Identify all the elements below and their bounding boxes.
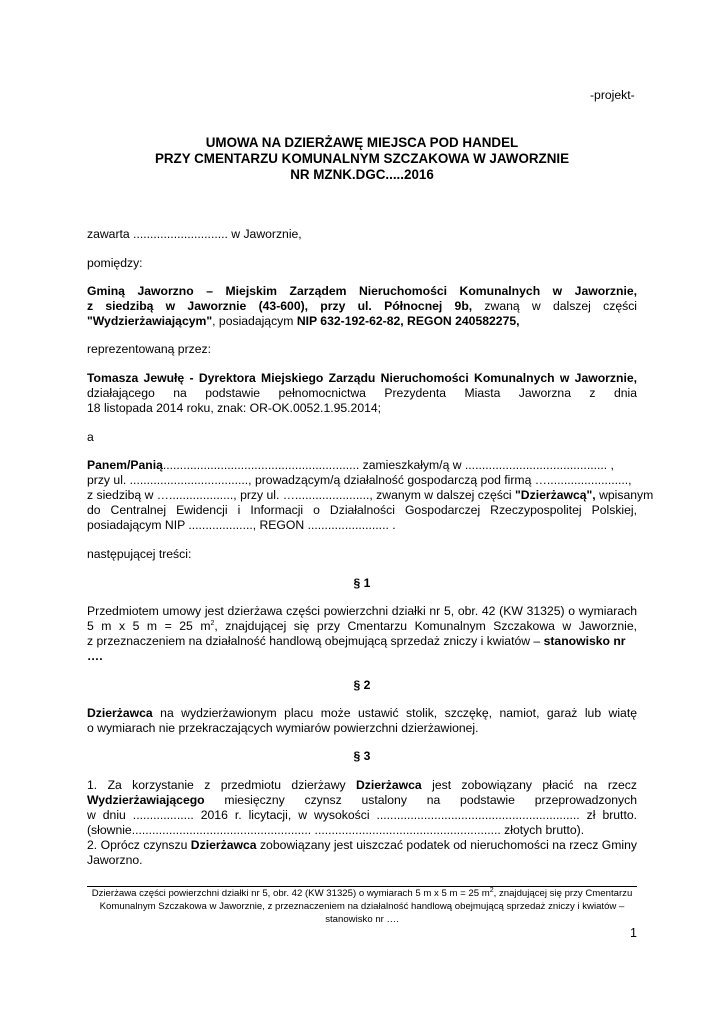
title-line-1: UMOWA NA DZIERŻAWĘ MIEJSCA POD HANDEL xyxy=(205,135,519,150)
lessee-alias: "Dzierżawcą", xyxy=(515,488,596,502)
lessee-seat: z siedzibą w …..................., przy ul. …......................, zwanym w dalszej części xyxy=(87,488,516,502)
representative-ref: 18 listopada 2014 roku, znak: OR-OK.0052.1.95.2014; xyxy=(87,401,382,415)
lessee-nip-regon: posiadającym NIP ..................., REGON ........................ . xyxy=(87,518,396,532)
section-3-line-4: (słownie..................................................... ....................................................... złotych brutto). xyxy=(87,823,585,837)
footer-line-2: Komunalnym Szczakowa w Jaworznie, z przeznaczeniem na działalność handlową obejmującą sprzedaż zniczy i kwiatów – xyxy=(99,901,625,912)
represented-label: reprezentowaną przez: xyxy=(87,342,211,356)
lessor-name: Gminą Jaworzno – Miejskim Zarządem Nieruchomości Komunalnych w Jaworznie, xyxy=(87,284,637,298)
section-1-area-sup: 2 xyxy=(210,619,215,627)
footer-divider xyxy=(87,886,637,887)
section-3-besides: 2. Oprócz czynszu xyxy=(87,838,191,852)
section-1-symbol: § 1 xyxy=(353,576,371,590)
section-3-tax: zobowiązany jest uiszczać podatek od nieruchomości na rzecz Gminy xyxy=(256,838,637,852)
lessor-address: z siedzibą w Jaworznie (43-600), przy ul. Północnej 9b, xyxy=(87,299,473,313)
title-line-3: NR MZNK.DGC.....2016 xyxy=(290,167,434,182)
section-2-symbol: § 2 xyxy=(353,678,371,692)
lessor-alias: "Wydzierżawiającym" xyxy=(87,314,213,328)
footer-sup: 2 xyxy=(489,886,494,894)
section-1-purpose: z przeznaczeniem na działalność handlową obejmującą sprzedaż zniczy i kwiatów – xyxy=(87,634,544,648)
section-2-lessee: Dzierżawca xyxy=(87,706,153,720)
section-3-symbol: § 3 xyxy=(353,749,371,763)
title-line-2: PRZY CMENTARZU KOMUNALNYM SZCZAKOWA W JAWORZNIE xyxy=(154,151,570,166)
representative-name: Tomasza Jewułę - Dyrektora Miejskiego Zarządu Nieruchomości Komunalnych w Jaworznie, xyxy=(87,371,637,385)
section-3-line-3: w dniu .................. 2016 r. licytacji, w wysokości ............................................................ zł brutto. xyxy=(87,808,637,822)
section-3-obliged: jest zobowiązany płacić na rzecz xyxy=(421,778,637,792)
concluded-place: zawarta ............................ w Jaworznie, xyxy=(87,227,302,241)
footer-text-1: Dzierżawa części powierzchni działki nr 5, obr. 42 (KW 31325) o wymiarach 5 m x 5 m = 25 m xyxy=(91,888,490,899)
and-label: a xyxy=(87,430,94,444)
section-3-lessee-2: Dzierżawca xyxy=(190,838,257,852)
lessor-having: , posiadającym xyxy=(212,314,297,328)
section-3-line-6: Jaworzno. xyxy=(87,853,143,867)
between-label: pomiędzy: xyxy=(87,256,143,270)
following-label: następującej treści: xyxy=(87,547,192,561)
lessor-nip-regon: NIP 632-192-62-82, REGON 240582275, xyxy=(296,314,520,328)
section-2-line-1 xyxy=(87,706,637,721)
lessor-called: zwaną w dalszej części xyxy=(472,299,637,313)
draft-mark: -projekt- xyxy=(590,88,635,102)
section-1-location: , znajdującej się przy Cmentarzu Komunalnym Szczakowa w Jaworznie, xyxy=(214,619,638,633)
section-3-rent: miesięczny czynsz ustalony na podstawie przeprowadzonych xyxy=(204,793,637,807)
section-3-intro: 1. Za korzystanie z przedmiotu dzierżawy xyxy=(87,778,356,792)
footer-line-3: stanowisko nr …. xyxy=(325,914,399,925)
section-1-stand-number: …. xyxy=(87,649,103,663)
section-3-lessor: Wydzierżawiającego xyxy=(87,793,205,807)
section-2-rights: na wydzierżawionym placu może ustawić stolik, szczękę, namiot, garaż lub wiatę xyxy=(152,706,637,720)
page-number: 1 xyxy=(630,926,637,940)
section-1-area: 5 m x 5 m = 25 m xyxy=(87,619,211,633)
section-3-line-5 xyxy=(87,838,637,853)
section-1-line-2 xyxy=(87,619,637,634)
lessee-entered: wpisanym xyxy=(595,488,654,502)
lessee-street: przy ul. ..................................., prowadzącym/ą działalność gospodarczą pod firmą …........................, xyxy=(87,473,632,487)
section-2-line-2: o wymiarach nie przekraczających wymiarów powierzchni dzierżawionej. xyxy=(87,721,479,735)
section-3-line-2 xyxy=(87,793,637,808)
footer-line-1 xyxy=(87,888,637,900)
lessee-residence: .......................................................... zamieszkałym/ą w .......................................... , xyxy=(162,458,614,472)
footer-text-1b: , znajdującej się przy Cmentarzu xyxy=(493,888,633,899)
section-3-line-1 xyxy=(87,778,637,793)
section-1-line-1: Przedmiotem umowy jest dzierżawa części powierzchni działki nr 5, obr. 42 (KW 31325) o wymiarach xyxy=(87,604,637,618)
representative-basis: działającego na podstawie pełnomocnictwa Prezydenta Miasta Jaworzna z dnia xyxy=(87,386,637,400)
section-3-lessee: Dzierżawca xyxy=(356,778,422,792)
section-1-line-3 xyxy=(87,634,637,649)
lessee-register: do Centralnej Ewidencji i Informacji o Działalności Gospodarczej Rzeczypospolitej Polskiej, xyxy=(87,503,637,517)
lessee-title: Panem/Panią xyxy=(87,458,163,472)
section-1-stand: stanowisko nr xyxy=(543,634,626,648)
